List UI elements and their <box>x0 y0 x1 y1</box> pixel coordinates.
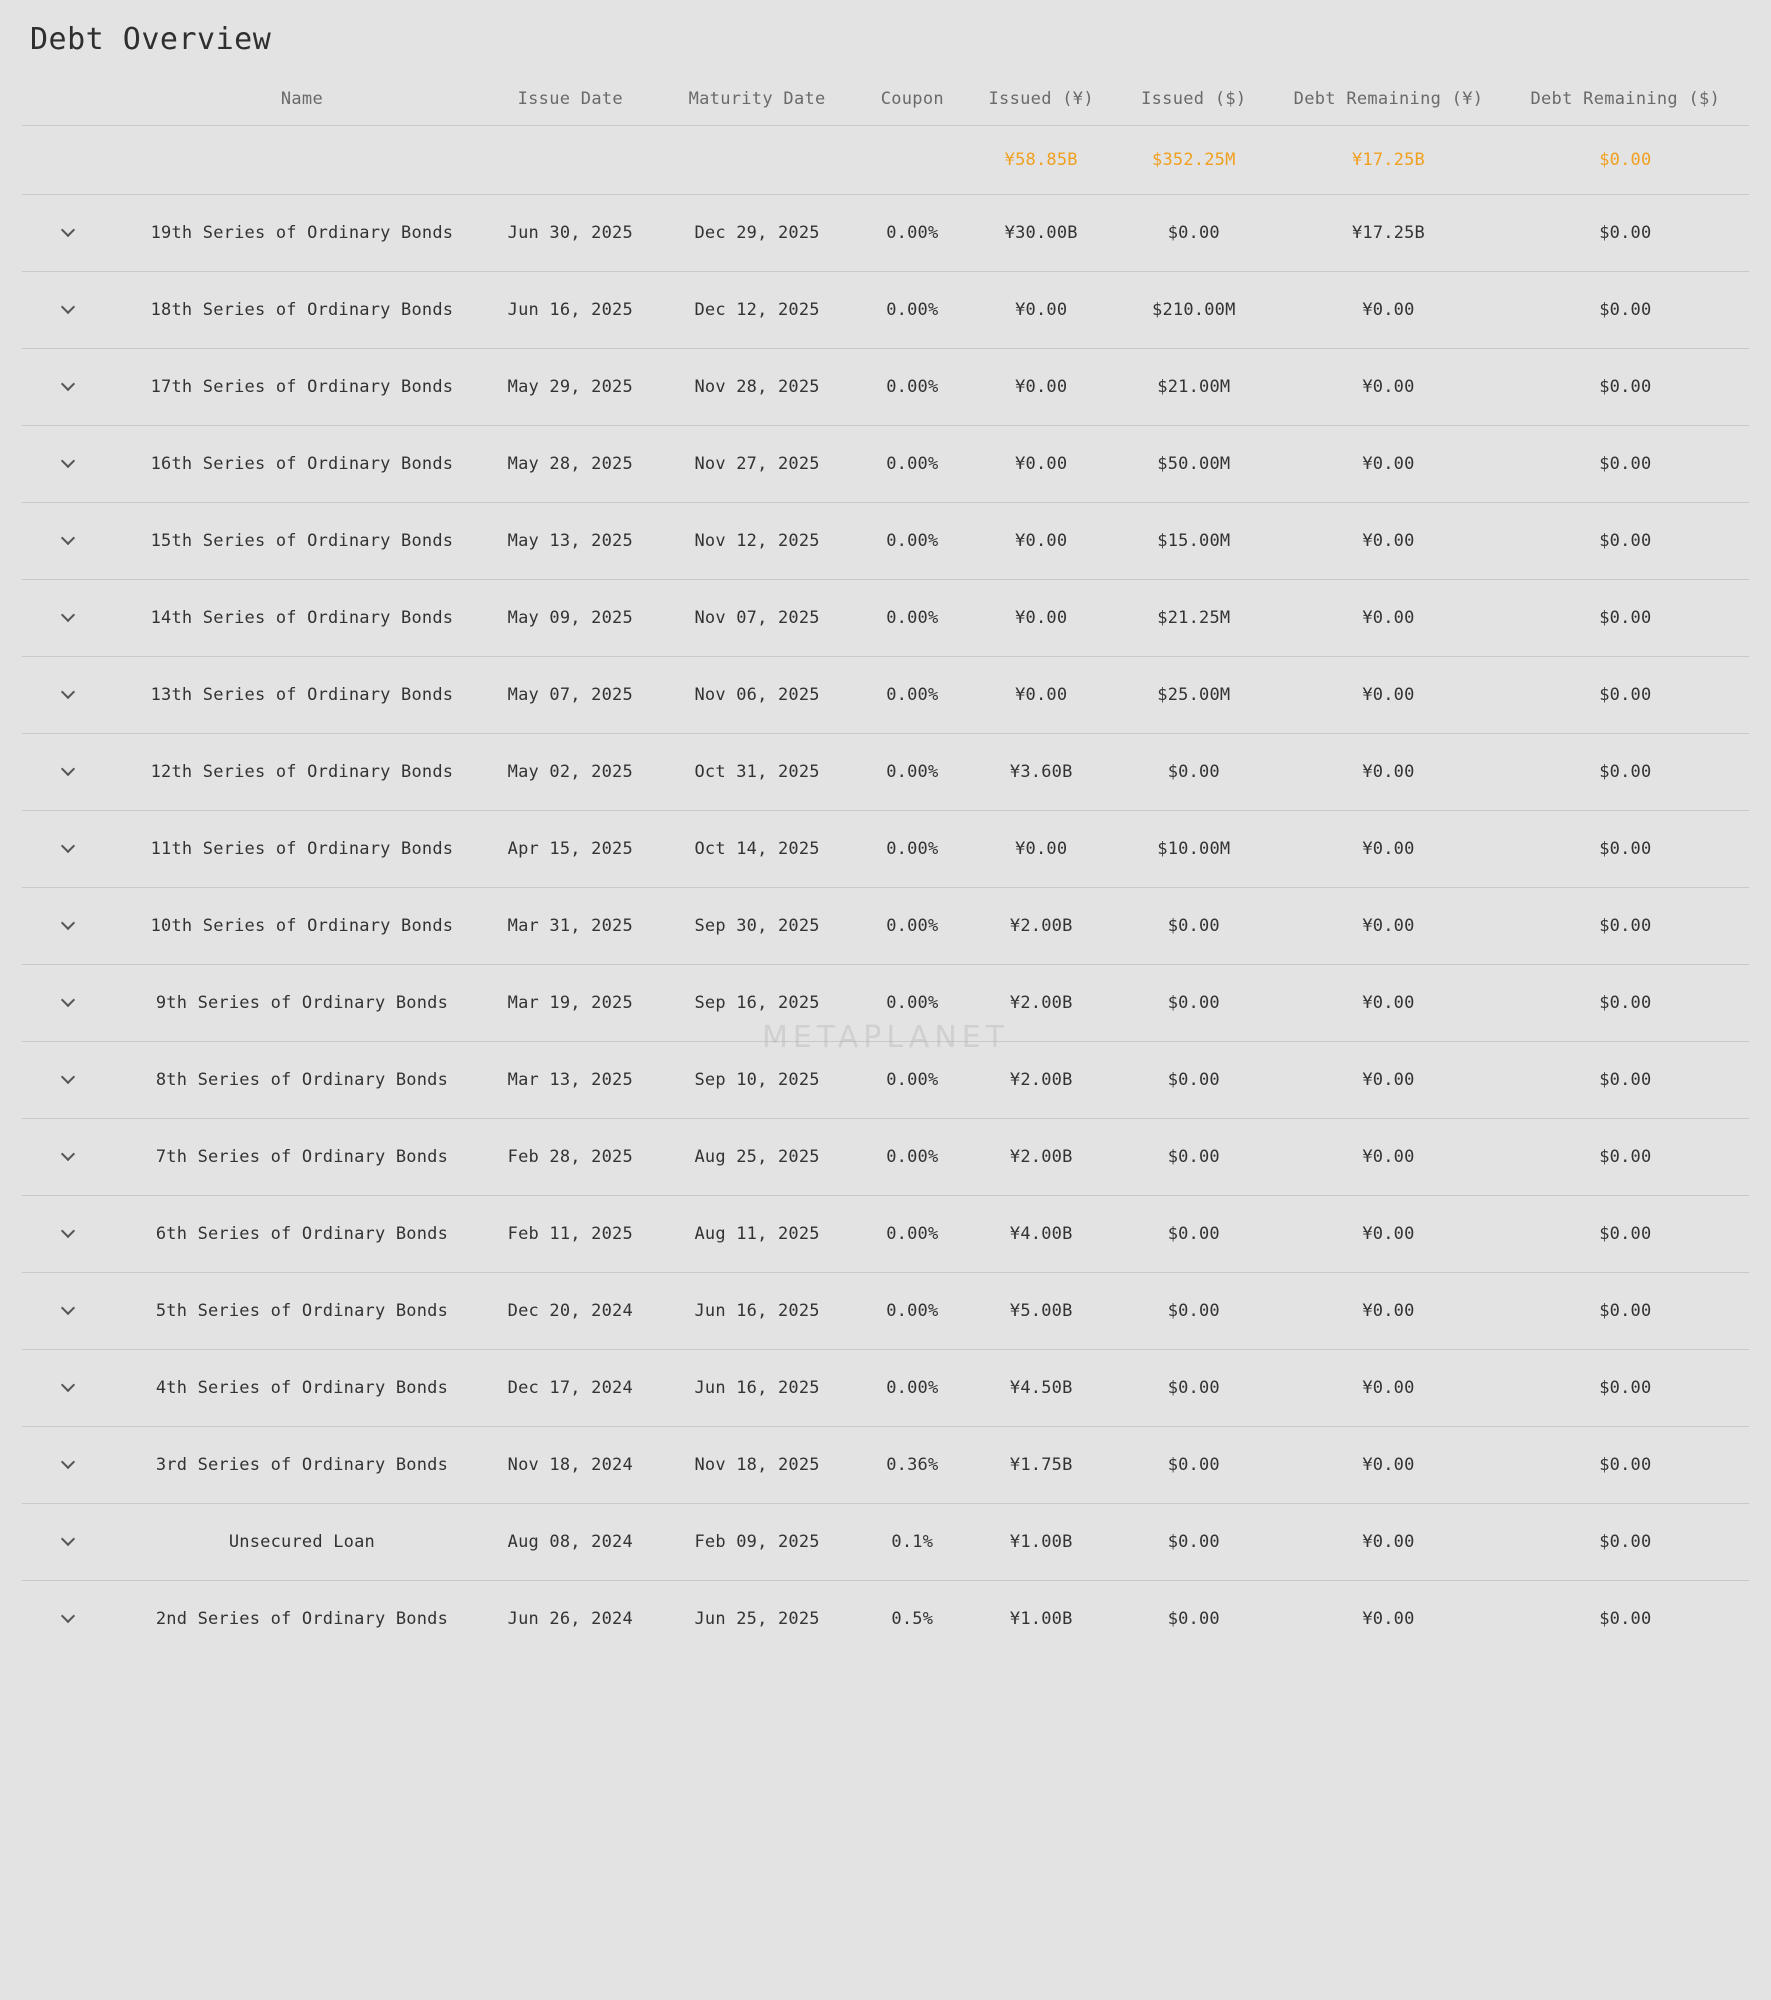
expand-row-button[interactable] <box>22 1427 123 1504</box>
chevron-down-icon[interactable] <box>62 1148 76 1162</box>
row-issue-date: Dec 20, 2024 <box>481 1273 660 1350</box>
column-header-issued-yen[interactable]: Issued (¥) <box>988 89 1094 109</box>
table-row[interactable] <box>22 1042 1749 1119</box>
page-title: Debt Overview <box>30 22 272 57</box>
chevron-down-icon[interactable] <box>62 763 76 777</box>
row-issued-usd: $0.00 <box>1112 1042 1275 1119</box>
row-remaining-yen: ¥0.00 <box>1275 426 1501 503</box>
row-coupon: 0.00% <box>854 811 970 888</box>
row-issued-yen: ¥3.60B <box>970 734 1112 811</box>
table-row[interactable] <box>22 503 1749 580</box>
row-issue-date: Nov 18, 2024 <box>481 1427 660 1504</box>
row-remaining-yen: ¥0.00 <box>1275 1119 1501 1196</box>
row-remaining-usd: $0.00 <box>1502 1504 1749 1581</box>
row-coupon: 0.00% <box>854 1350 970 1427</box>
row-coupon: 0.1% <box>854 1504 970 1581</box>
table-row[interactable] <box>22 272 1749 349</box>
row-name: 15th Series of Ordinary Bonds <box>123 503 481 580</box>
row-issued-usd: $0.00 <box>1112 1196 1275 1273</box>
row-issued-usd: $0.00 <box>1112 1504 1275 1581</box>
row-maturity-date: Jun 16, 2025 <box>660 1273 855 1350</box>
row-issue-date: Mar 31, 2025 <box>481 888 660 965</box>
row-remaining-usd: $0.00 <box>1502 1196 1749 1273</box>
expand-row-button[interactable] <box>22 349 123 426</box>
expand-row-button[interactable] <box>22 1042 123 1119</box>
expand-row-button[interactable] <box>22 734 123 811</box>
row-issued-usd: $25.00M <box>1112 657 1275 734</box>
table-header <box>22 83 1749 126</box>
row-remaining-usd: $0.00 <box>1502 195 1749 272</box>
row-coupon: 0.36% <box>854 1427 970 1504</box>
row-maturity-date: Sep 30, 2025 <box>660 888 855 965</box>
row-issued-usd: $10.00M <box>1112 811 1275 888</box>
row-issue-date: May 07, 2025 <box>481 657 660 734</box>
row-issued-usd: $0.00 <box>1112 1581 1275 1658</box>
row-issued-usd: $0.00 <box>1112 734 1275 811</box>
row-remaining-yen: ¥0.00 <box>1275 1350 1501 1427</box>
chevron-down-icon[interactable] <box>62 917 76 931</box>
row-issued-yen: ¥2.00B <box>970 888 1112 965</box>
row-remaining-yen: ¥0.00 <box>1275 503 1501 580</box>
summary-coupon-cell <box>854 126 970 195</box>
row-remaining-usd: $0.00 <box>1502 1350 1749 1427</box>
summary-issued-usd: $352.25M <box>1112 126 1275 195</box>
row-issue-date: May 29, 2025 <box>481 349 660 426</box>
expand-row-button[interactable] <box>22 272 123 349</box>
table-row[interactable] <box>22 734 1749 811</box>
row-issued-yen: ¥0.00 <box>970 580 1112 657</box>
row-maturity-date: Nov 27, 2025 <box>660 426 855 503</box>
expand-row-button[interactable] <box>22 1196 123 1273</box>
row-issued-yen: ¥1.75B <box>970 1427 1112 1504</box>
row-name: 3rd Series of Ordinary Bonds <box>123 1427 481 1504</box>
row-issued-yen: ¥0.00 <box>970 349 1112 426</box>
row-issued-yen: ¥1.00B <box>970 1504 1112 1581</box>
row-name: 19th Series of Ordinary Bonds <box>123 195 481 272</box>
expand-row-button[interactable] <box>22 1273 123 1350</box>
table-row[interactable] <box>22 1119 1749 1196</box>
row-maturity-date: Aug 11, 2025 <box>660 1196 855 1273</box>
row-issue-date: Jun 30, 2025 <box>481 195 660 272</box>
row-remaining-yen: ¥0.00 <box>1275 1042 1501 1119</box>
expand-row-button[interactable] <box>22 503 123 580</box>
row-remaining-usd: $0.00 <box>1502 272 1749 349</box>
table-row[interactable] <box>22 1581 1749 1658</box>
row-remaining-usd: $0.00 <box>1502 1581 1749 1658</box>
row-remaining-usd: $0.00 <box>1502 1119 1749 1196</box>
row-coupon: 0.00% <box>854 503 970 580</box>
row-remaining-usd: $0.00 <box>1502 503 1749 580</box>
column-header-debt-remaining-usd[interactable]: Debt Remaining ($) <box>1530 89 1721 109</box>
row-issued-yen: ¥4.00B <box>970 1196 1112 1273</box>
row-maturity-date: Nov 28, 2025 <box>660 349 855 426</box>
row-coupon: 0.00% <box>854 580 970 657</box>
column-header-issued-usd[interactable]: Issued ($) <box>1141 89 1247 109</box>
row-issued-usd: $21.25M <box>1112 580 1275 657</box>
row-coupon: 0.00% <box>854 1196 970 1273</box>
row-issue-date: May 02, 2025 <box>481 734 660 811</box>
row-maturity-date: Jun 25, 2025 <box>660 1581 855 1658</box>
table-row[interactable] <box>22 1504 1749 1581</box>
expand-row-button[interactable] <box>22 1119 123 1196</box>
row-remaining-yen: ¥0.00 <box>1275 1273 1501 1350</box>
chevron-down-icon[interactable] <box>62 224 76 238</box>
column-header-coupon[interactable]: Coupon <box>880 89 944 109</box>
table-row[interactable] <box>22 426 1749 503</box>
row-coupon: 0.00% <box>854 657 970 734</box>
row-remaining-yen: ¥0.00 <box>1275 1504 1501 1581</box>
row-name: 2nd Series of Ordinary Bonds <box>123 1581 481 1658</box>
row-issue-date: May 28, 2025 <box>481 426 660 503</box>
column-header-name[interactable]: Name <box>280 89 323 109</box>
row-maturity-date: Nov 06, 2025 <box>660 657 855 734</box>
row-issued-yen: ¥2.00B <box>970 965 1112 1042</box>
table-row[interactable] <box>22 1273 1749 1350</box>
header-row <box>22 83 1749 126</box>
row-remaining-yen: ¥0.00 <box>1275 1427 1501 1504</box>
row-name: 11th Series of Ordinary Bonds <box>123 811 481 888</box>
chevron-down-icon[interactable] <box>62 1225 76 1239</box>
column-header-expand <box>22 83 123 126</box>
table-row[interactable] <box>22 657 1749 734</box>
row-remaining-yen: ¥0.00 <box>1275 1196 1501 1273</box>
row-remaining-yen: ¥0.00 <box>1275 734 1501 811</box>
row-remaining-usd: $0.00 <box>1502 1273 1749 1350</box>
row-name: 7th Series of Ordinary Bonds <box>123 1119 481 1196</box>
row-issued-usd: $21.00M <box>1112 349 1275 426</box>
row-issue-date: Jun 26, 2024 <box>481 1581 660 1658</box>
table-row[interactable] <box>22 1196 1749 1273</box>
metaplanet-watermark: METAPLANET <box>761 1020 1010 1055</box>
chevron-down-icon[interactable] <box>62 994 76 1008</box>
row-remaining-usd: $0.00 <box>1502 580 1749 657</box>
chevron-down-icon[interactable] <box>62 1302 76 1316</box>
summary-maturity-date-cell <box>660 126 855 195</box>
row-name: 4th Series of Ordinary Bonds <box>123 1350 481 1427</box>
row-issue-date: Mar 19, 2025 <box>481 965 660 1042</box>
row-name: 18th Series of Ordinary Bonds <box>123 272 481 349</box>
row-name: 6th Series of Ordinary Bonds <box>123 1196 481 1273</box>
row-maturity-date: Sep 10, 2025 <box>660 1042 855 1119</box>
expand-row-button[interactable] <box>22 811 123 888</box>
row-issue-date: May 13, 2025 <box>481 503 660 580</box>
chevron-down-icon[interactable] <box>62 301 76 315</box>
row-maturity-date: Oct 31, 2025 <box>660 734 855 811</box>
row-issued-usd: $50.00M <box>1112 426 1275 503</box>
table-row[interactable] <box>22 888 1749 965</box>
row-remaining-usd: $0.00 <box>1502 349 1749 426</box>
row-issued-yen: ¥0.00 <box>970 503 1112 580</box>
row-maturity-date: Sep 16, 2025 <box>660 965 855 1042</box>
table-row[interactable] <box>22 580 1749 657</box>
summary-name-cell <box>123 126 481 195</box>
row-issue-date: Feb 11, 2025 <box>481 1196 660 1273</box>
row-maturity-date: Nov 07, 2025 <box>660 580 855 657</box>
column-header-maturity-date[interactable]: Maturity Date <box>688 89 826 109</box>
row-issued-usd: $0.00 <box>1112 965 1275 1042</box>
summary-remaining-yen: ¥17.25B <box>1275 126 1501 195</box>
table-row[interactable] <box>22 965 1749 1042</box>
expand-row-button[interactable] <box>22 1581 123 1658</box>
row-name: 16th Series of Ordinary Bonds <box>123 426 481 503</box>
row-remaining-usd: $0.00 <box>1502 657 1749 734</box>
row-remaining-usd: $0.00 <box>1502 1042 1749 1119</box>
row-remaining-yen: ¥0.00 <box>1275 1581 1501 1658</box>
row-issue-date: May 09, 2025 <box>481 580 660 657</box>
expand-row-button[interactable] <box>22 657 123 734</box>
row-issued-usd: $0.00 <box>1112 1273 1275 1350</box>
table-row[interactable] <box>22 195 1749 272</box>
row-issued-usd: $0.00 <box>1112 1119 1275 1196</box>
row-issued-yen: ¥2.00B <box>970 1042 1112 1119</box>
row-maturity-date: Dec 29, 2025 <box>660 195 855 272</box>
row-coupon: 0.00% <box>854 349 970 426</box>
table-body <box>22 126 1749 1658</box>
chevron-down-icon[interactable] <box>62 532 76 546</box>
row-issue-date: Dec 17, 2024 <box>481 1350 660 1427</box>
row-maturity-date: Oct 14, 2025 <box>660 811 855 888</box>
row-name: 9th Series of Ordinary Bonds <box>123 965 481 1042</box>
row-name: 12th Series of Ordinary Bonds <box>123 734 481 811</box>
expand-row-button[interactable] <box>22 1350 123 1427</box>
row-coupon: 0.00% <box>854 1273 970 1350</box>
row-maturity-date: Nov 12, 2025 <box>660 503 855 580</box>
row-coupon: 0.00% <box>854 1119 970 1196</box>
chevron-down-icon[interactable] <box>62 1379 76 1393</box>
row-remaining-usd: $0.00 <box>1502 734 1749 811</box>
row-name: 8th Series of Ordinary Bonds <box>123 1042 481 1119</box>
row-coupon: 0.00% <box>854 734 970 811</box>
row-issued-yen: ¥1.00B <box>970 1581 1112 1658</box>
row-issued-yen: ¥30.00B <box>970 195 1112 272</box>
row-maturity-date: Dec 12, 2025 <box>660 272 855 349</box>
row-issued-usd: $210.00M <box>1112 272 1275 349</box>
table-row[interactable] <box>22 1350 1749 1427</box>
row-remaining-yen: ¥0.00 <box>1275 888 1501 965</box>
row-issued-yen: ¥2.00B <box>970 1119 1112 1196</box>
row-name: 17th Series of Ordinary Bonds <box>123 349 481 426</box>
table-row[interactable] <box>22 349 1749 426</box>
row-remaining-yen: ¥17.25B <box>1275 195 1501 272</box>
chevron-down-icon[interactable] <box>62 378 76 392</box>
row-issue-date: Feb 28, 2025 <box>481 1119 660 1196</box>
expand-row-button[interactable] <box>22 580 123 657</box>
row-remaining-usd: $0.00 <box>1502 888 1749 965</box>
row-maturity-date: Nov 18, 2025 <box>660 1427 855 1504</box>
row-name: Unsecured Loan <box>123 1504 481 1581</box>
row-remaining-yen: ¥0.00 <box>1275 580 1501 657</box>
chevron-down-icon[interactable] <box>62 1533 76 1547</box>
row-remaining-usd: $0.00 <box>1502 1427 1749 1504</box>
row-name: 14th Series of Ordinary Bonds <box>123 580 481 657</box>
expand-row-button[interactable] <box>22 1504 123 1581</box>
summary-issued-yen: ¥58.85B <box>970 126 1112 195</box>
row-coupon: 0.00% <box>854 965 970 1042</box>
debt-table <box>22 83 1749 1657</box>
row-remaining-yen: ¥0.00 <box>1275 811 1501 888</box>
row-coupon: 0.00% <box>854 272 970 349</box>
row-issued-usd: $0.00 <box>1112 1427 1275 1504</box>
row-issued-usd: $15.00M <box>1112 503 1275 580</box>
row-coupon: 0.5% <box>854 1581 970 1658</box>
row-issue-date: Jun 16, 2025 <box>481 272 660 349</box>
row-remaining-yen: ¥0.00 <box>1275 965 1501 1042</box>
row-name: 10th Series of Ordinary Bonds <box>123 888 481 965</box>
row-name: 5th Series of Ordinary Bonds <box>123 1273 481 1350</box>
summary-row <box>22 126 1749 195</box>
row-remaining-yen: ¥0.00 <box>1275 349 1501 426</box>
row-issued-yen: ¥0.00 <box>970 272 1112 349</box>
row-remaining-yen: ¥0.00 <box>1275 657 1501 734</box>
expand-row-button[interactable] <box>22 195 123 272</box>
row-issued-yen: ¥4.50B <box>970 1350 1112 1427</box>
row-maturity-date: Aug 25, 2025 <box>660 1119 855 1196</box>
row-issued-yen: ¥0.00 <box>970 657 1112 734</box>
row-issue-date: Mar 13, 2025 <box>481 1042 660 1119</box>
row-name: 13th Series of Ordinary Bonds <box>123 657 481 734</box>
summary-expand-cell <box>22 126 123 195</box>
row-remaining-usd: $0.00 <box>1502 965 1749 1042</box>
row-issue-date: Apr 15, 2025 <box>481 811 660 888</box>
chevron-down-icon[interactable] <box>62 1456 76 1470</box>
row-maturity-date: Feb 09, 2025 <box>660 1504 855 1581</box>
row-issue-date: Aug 08, 2024 <box>481 1504 660 1581</box>
row-issued-yen: ¥0.00 <box>970 811 1112 888</box>
chevron-down-icon[interactable] <box>62 609 76 623</box>
expand-row-button[interactable] <box>22 888 123 965</box>
row-issued-usd: $0.00 <box>1112 1350 1275 1427</box>
chevron-down-icon[interactable] <box>62 455 76 469</box>
chevron-down-icon[interactable] <box>62 686 76 700</box>
table-row[interactable] <box>22 811 1749 888</box>
chevron-down-icon[interactable] <box>62 1610 76 1624</box>
row-remaining-yen: ¥0.00 <box>1275 272 1501 349</box>
row-maturity-date: Jun 16, 2025 <box>660 1350 855 1427</box>
row-issued-usd: $0.00 <box>1112 888 1275 965</box>
row-issued-usd: $0.00 <box>1112 195 1275 272</box>
table-row[interactable] <box>22 1427 1749 1504</box>
row-coupon: 0.00% <box>854 426 970 503</box>
chevron-down-icon[interactable] <box>62 1071 76 1085</box>
column-header-debt-remaining-yen[interactable]: Debt Remaining (¥) <box>1293 89 1484 109</box>
row-remaining-usd: $0.00 <box>1502 811 1749 888</box>
column-header-issue-date[interactable]: Issue Date <box>517 89 623 109</box>
row-issued-yen: ¥0.00 <box>970 426 1112 503</box>
row-remaining-usd: $0.00 <box>1502 426 1749 503</box>
row-coupon: 0.00% <box>854 195 970 272</box>
row-issued-yen: ¥5.00B <box>970 1273 1112 1350</box>
expand-row-button[interactable] <box>22 965 123 1042</box>
summary-issue-date-cell <box>481 126 660 195</box>
chevron-down-icon[interactable] <box>62 840 76 854</box>
row-coupon: 0.00% <box>854 888 970 965</box>
row-coupon: 0.00% <box>854 1042 970 1119</box>
summary-remaining-usd: $0.00 <box>1502 126 1749 195</box>
expand-row-button[interactable] <box>22 426 123 503</box>
